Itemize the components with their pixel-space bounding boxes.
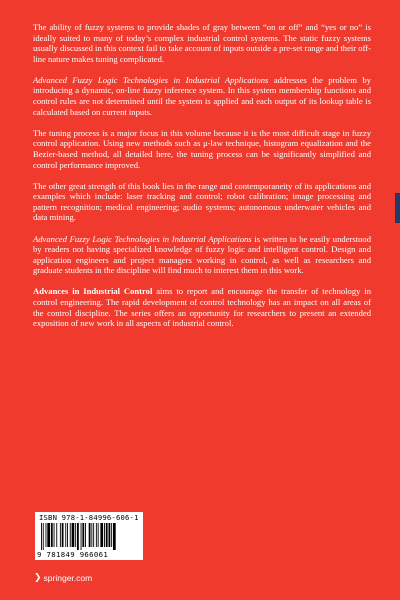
barcode-bar: [93, 523, 94, 547]
barcode-bar: [100, 523, 103, 547]
ean-digits: 9 781849 966061: [37, 550, 109, 559]
barcode-bar: [46, 523, 47, 547]
chevron-right-icon: ❯: [34, 572, 42, 582]
paragraph-tuning-text: The tuning process is a major focus in this volume because it is the most difficult stage in fuzzy control application. Using new methods such as μ-law technique, histogram equalization and the Bezier-based method, all detailed here, the tuning process can be significantly simplified and control performance improved.: [33, 127, 371, 170]
barcode-bar: [104, 523, 105, 547]
barcode-bar: [62, 523, 64, 547]
paragraph-applications-text: The other great strength of this book lies in the range and contemporaneity of its applications and examples which include: laser tracking and control; robot calibration; image processing and pattern recognition; medical engineering; audio systems; autonomous underwater vehicles and data mining.: [33, 180, 371, 223]
barcode-bar: [70, 523, 71, 547]
barcode-bar: [89, 523, 91, 547]
paragraph-intro-text: The ability of fuzzy systems to provide shades of gray between “on or off” and “yes or no” is ideally suited to many of today’s complex industrial control systems. The static fuzzy systems usually discussed in this context fail to take account of inputs outside a pre-set range and their off-line nature makes tuning complicated.: [33, 22, 372, 64]
barcode-bar: [106, 523, 108, 547]
barcode-bar: [111, 523, 112, 547]
barcode-bar: [56, 523, 57, 547]
barcode-bar: [65, 523, 66, 547]
barcode-bar: [60, 523, 61, 547]
barcode-bar: [91, 523, 92, 547]
barcode-bar: [96, 523, 97, 547]
book-title-italic: Advanced Fuzzy Logic Technologies in Industrial Applications: [33, 74, 269, 85]
isbn-number: ISBN 978-1-84996-606-1: [39, 513, 139, 522]
barcode-bar: [109, 523, 111, 547]
publisher-link[interactable]: [34, 572, 92, 583]
paragraph-series: [33, 286, 371, 328]
barcode-bar: [77, 523, 79, 550]
barcode-bar: [85, 523, 86, 547]
barcode-bar: [41, 523, 42, 550]
blurb-text: [33, 22, 371, 339]
barcode-bar: [81, 523, 82, 550]
book-title-italic: Advanced Fuzzy Logic Technologies in Industrial Applications: [33, 233, 252, 244]
barcode-bar: [113, 523, 116, 550]
barcode-bar: [72, 523, 75, 547]
barcode-bar: [47, 523, 50, 547]
barcode-bar: [51, 523, 53, 547]
barcode-label: [35, 512, 143, 560]
paragraph-series-text: aims to report and encourage the transfer of technology in control engineering. The rapid development of control technology has an impact on all areas of the control discipline. The series offers an opportunity for researchers to present an extended exposition of new work in all aspects of industrial control.: [33, 286, 371, 329]
paragraph-intro: [33, 22, 371, 64]
paragraph-approach: [33, 75, 371, 117]
barcode-bar: [67, 523, 68, 547]
series-name: Advances in Industrial Control: [33, 286, 153, 297]
barcode-bar: [54, 523, 55, 547]
paragraph-tuning: [33, 128, 371, 170]
barcode-bar: [98, 523, 99, 547]
barcode-bar: [82, 523, 84, 547]
paragraph-audience-text: is written to be easily understood by readers not having specialized knowledge of fuzzy logic and intelligent control. Design and application engineers and project managers working in control, as well as researchers and graduate students in the discipline will find much to interest them in this work.: [33, 233, 371, 276]
barcode-bar: [75, 523, 76, 547]
paragraph-audience: [33, 234, 371, 276]
barcode-bar: [43, 523, 44, 550]
paragraph-approach-text: addresses the problem by introducing a dynamic, on-line fuzzy inference system. In this system membership functions and control rules are not determined until the system is applied and each output of its lookup table is calculated based on current inputs.: [33, 74, 371, 117]
paragraph-applications: [33, 181, 371, 223]
spine-color-mark: [395, 193, 400, 223]
barcode-bars: [41, 523, 137, 550]
publisher-url: springer.com: [43, 572, 93, 583]
